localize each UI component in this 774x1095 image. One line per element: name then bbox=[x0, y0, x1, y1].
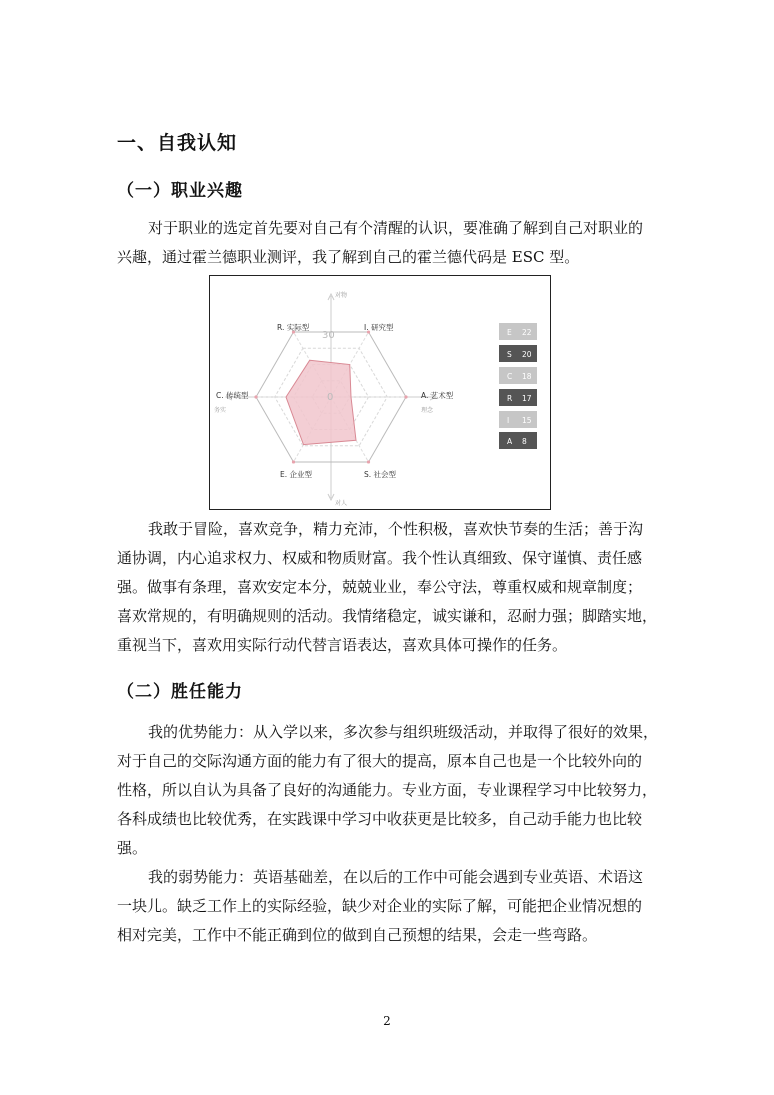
score-legend bbox=[499, 323, 537, 449]
heading-competence: （二）胜任能力 bbox=[117, 682, 243, 702]
text-line: 强。做事有条理，喜欢安定本分，兢兢业业，奉公守法，尊重权威和规章制度； bbox=[117, 578, 643, 596]
text-line: 对于职业的选定首先要对自己有个清醒的认识，要准确了解到自己对职业的 bbox=[148, 219, 644, 237]
paragraph-weaknesses bbox=[117, 863, 659, 950]
legend-code: E bbox=[507, 328, 512, 337]
text-line: 通协调，内心追求权力、权威和物质财富。我个性认真细致、保守谨慎、责任感 bbox=[117, 549, 643, 567]
legend-value: 8 bbox=[522, 437, 527, 446]
heading-career-interest: （一）职业兴趣 bbox=[117, 181, 243, 201]
scale-zero-label: 0 bbox=[327, 392, 334, 403]
dim-label-c: C. 传统型 bbox=[216, 391, 249, 400]
radar-data-area bbox=[286, 360, 356, 444]
paragraph-intro bbox=[117, 214, 659, 272]
paragraph-personality bbox=[117, 515, 659, 660]
dim-label-a: A. 艺术型 bbox=[421, 391, 454, 400]
legend-code: S bbox=[507, 350, 512, 359]
legend-swatch-a bbox=[499, 432, 537, 449]
text-line: 各科成绩也比较优秀，在实践课中学习中收获更是比较多，自己动手能力也比较 bbox=[117, 810, 643, 828]
dim-label-i: I. 研究型 bbox=[364, 323, 394, 332]
axis-label-left: 务实 bbox=[214, 407, 227, 414]
legend-value: 20 bbox=[522, 350, 532, 359]
holland-radar-figure bbox=[209, 275, 551, 510]
legend-value: 18 bbox=[522, 372, 532, 381]
axis-label-top: 对物 bbox=[335, 292, 348, 299]
legend-value: 17 bbox=[522, 394, 532, 403]
text-line: 对于自己的交际沟通方面的能力有了很大的提高，原本自己也是一个比较外向的 bbox=[117, 752, 643, 770]
text-line: 强。 bbox=[117, 839, 148, 857]
text-line: 我敢于冒险，喜欢竞争，精力充沛，个性积极，喜欢快节奏的生活；善于沟 bbox=[148, 520, 644, 538]
radar-vertex-dot bbox=[367, 460, 370, 463]
axis-label-right: 理念 bbox=[421, 407, 434, 414]
dim-label-e: E. 企业型 bbox=[280, 470, 313, 479]
legend-code: A bbox=[507, 437, 513, 446]
axis-label-bottom: 对人 bbox=[335, 500, 348, 507]
legend-value: 15 bbox=[522, 416, 532, 425]
text-line: 我的优势能力：从入学以来，多次参与组织班级活动，并取得了很好的效果， bbox=[148, 723, 659, 741]
text-line: 重视当下，喜欢用实际行动代替言语表达，喜欢具体可操作的任务。 bbox=[117, 636, 568, 654]
text-line: 性格，所以自认为具备了良好的沟通能力。专业方面，专业课程学习中比较努力， bbox=[117, 781, 658, 799]
dim-label-s: S. 社会型 bbox=[364, 470, 397, 479]
text-line: 喜欢常规的，有明确规则的活动。我情绪稳定，诚实谦和，忍耐力强；脚踏实地， bbox=[117, 607, 658, 625]
legend-value: 22 bbox=[522, 328, 532, 337]
paragraph-strengths bbox=[117, 718, 659, 863]
radar-vertex-dot bbox=[254, 395, 257, 398]
scale-max-label: 30 bbox=[322, 330, 335, 341]
dim-label-r: R. 实际型 bbox=[277, 323, 310, 332]
heading-self-cognition: 一、自我认知 bbox=[117, 132, 238, 154]
radar-vertex-dot bbox=[292, 460, 295, 463]
radar-vertex-dot bbox=[404, 395, 407, 398]
legend-code: R bbox=[507, 394, 513, 403]
radar-chart bbox=[210, 276, 552, 511]
text-line: 兴趣，通过霍兰德职业测评，我了解到自己的霍兰德代码是 ESC 型。 bbox=[117, 248, 580, 266]
text-line: 我的弱势能力：英语基础差，在以后的工作中可能会遇到专业英语、术语这 bbox=[148, 868, 644, 886]
legend-code: I bbox=[507, 416, 510, 425]
text-line: 相对完美，工作中不能正确到位的做到自己预想的结果，会走一些弯路。 bbox=[117, 926, 598, 944]
legend-code: C bbox=[507, 372, 513, 381]
page-number: 2 bbox=[383, 1014, 391, 1028]
text-line: 一块儿。缺乏工作上的实际经验，缺少对企业的实际了解，可能把企业情况想的 bbox=[117, 897, 643, 915]
